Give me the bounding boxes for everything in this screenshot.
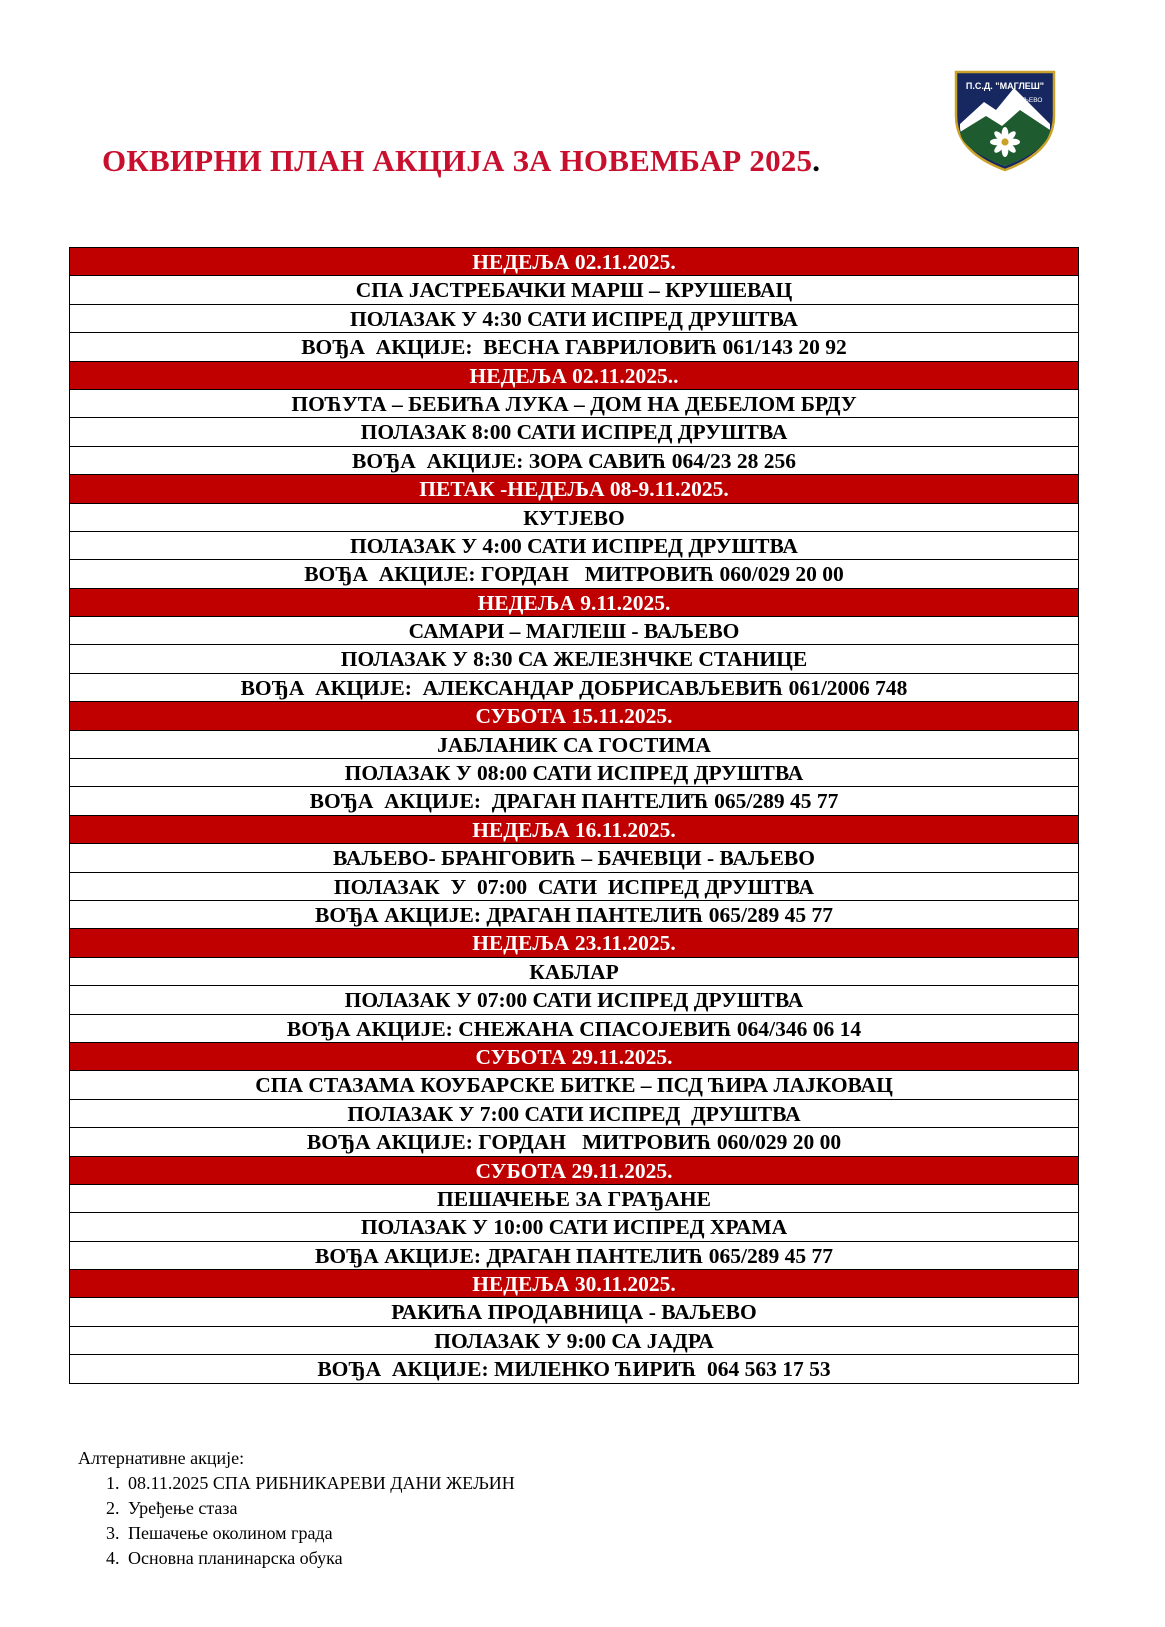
action-route: КУТЈЕВО bbox=[70, 504, 1078, 532]
action-schedule-table bbox=[69, 247, 1079, 1384]
title-period: . bbox=[812, 143, 821, 178]
action-date-header: СУБОТА 29.11.2025. bbox=[70, 1157, 1078, 1185]
action-date-header: НЕДЕЉА 23.11.2025. bbox=[70, 929, 1078, 957]
action-date-header: НЕДЕЉА 30.11.2025. bbox=[70, 1270, 1078, 1298]
action-leader: ВОЂА АКЦИЈЕ: ВЕСНА ГАВРИЛОВИЋ 061/143 20 92 bbox=[70, 333, 1078, 361]
action-departure: ПОЛАЗАК У 4:00 САТИ ИСПРЕД ДРУШТВА bbox=[70, 532, 1078, 560]
action-route: ПЕШАЧЕЊЕ ЗА ГРАЂАНЕ bbox=[70, 1185, 1078, 1213]
action-leader: ВОЂА АКЦИЈЕ: ДРАГАН ПАНТЕЛИЋ 065/289 45 77 bbox=[70, 901, 1078, 929]
club-logo bbox=[950, 66, 1060, 174]
action-departure: ПОЛАЗАК У 07:00 САТИ ИСПРЕД ДРУШТВА bbox=[70, 873, 1078, 901]
title-text: ОКВИРНИ ПЛАН АКЦИЈА ЗА НОВЕМБАР 2025 bbox=[102, 143, 813, 178]
action-route: КАБЛАР bbox=[70, 958, 1078, 986]
action-departure: ПОЛАЗАК У 8:30 СА ЖЕЛЕЗНЧКЕ СТАНИЦЕ bbox=[70, 645, 1078, 673]
action-leader: ВОЂА АКЦИЈЕ: ДРАГАН ПАНТЕЛИЋ 065/289 45 77 bbox=[70, 787, 1078, 815]
action-departure: ПОЛАЗАК У 07:00 САТИ ИСПРЕД ДРУШТВА bbox=[70, 986, 1078, 1014]
action-departure: ПОЛАЗАК 8:00 САТИ ИСПРЕД ДРУШТВА bbox=[70, 418, 1078, 446]
action-leader: ВОЂА АКЦИЈЕ: СНЕЖАНА СПАСОЈЕВИЋ 064/346 06 14 bbox=[70, 1015, 1078, 1043]
alternative-item: 1. 08.11.2025 СПА РИБНИКАРЕВИ ДАНИ ЖЕЉИН bbox=[124, 1471, 515, 1496]
action-date-header: НЕДЕЉА 02.11.2025.. bbox=[70, 362, 1078, 390]
action-route: СПА ЈАСТРЕБАЧКИ МАРШ – КРУШЕВАЦ bbox=[70, 276, 1078, 304]
alternative-item: 3. Пешачење околином града bbox=[124, 1521, 515, 1546]
action-route: ЈАБЛАНИК СА ГОСТИМА bbox=[70, 731, 1078, 759]
action-date-header: ПЕТАК -НЕДЕЉА 08-9.11.2025. bbox=[70, 475, 1078, 503]
action-leader: ВОЂА АКЦИЈЕ: ДРАГАН ПАНТЕЛИЋ 065/289 45 77 bbox=[70, 1242, 1078, 1270]
action-leader: ВОЂА АКЦИЈЕ: ГОРДАН МИТРОВИЋ 060/029 20 00 bbox=[70, 560, 1078, 588]
action-leader: ВОЂА АКЦИЈЕ: ЗОРА САВИЋ 064/23 28 256 bbox=[70, 447, 1078, 475]
alternative-actions bbox=[78, 1446, 515, 1571]
logo-text-city: ВАЉЕВО bbox=[1013, 97, 1043, 104]
action-route: САМАРИ – МАГЛЕШ - ВАЉЕВО bbox=[70, 617, 1078, 645]
action-departure: ПОЛАЗАК У 08:00 САТИ ИСПРЕД ДРУШТВА bbox=[70, 759, 1078, 787]
alternative-item: 2. Уређење стаза bbox=[124, 1496, 515, 1521]
action-leader: ВОЂА АКЦИЈЕ: ГОРДАН МИТРОВИЋ 060/029 20 00 bbox=[70, 1128, 1078, 1156]
action-leader: ВОЂА АКЦИЈЕ: АЛЕКСАНДАР ДОБРИСАВЉЕВИЋ 061/2006 748 bbox=[70, 674, 1078, 702]
logo-text-top: П.С.Д. "МАГЛЕШ" bbox=[965, 81, 1045, 91]
action-date-header: НЕДЕЉА 02.11.2025. bbox=[70, 248, 1078, 276]
page-title bbox=[102, 143, 820, 179]
alternatives-heading: Алтернативне акције: bbox=[78, 1448, 245, 1468]
action-leader: ВОЂА АКЦИЈЕ: МИЛЕНКО ЋИРИЋ 064 563 17 53 bbox=[70, 1355, 1078, 1383]
action-departure: ПОЛАЗАК У 9:00 СА ЈАДРА bbox=[70, 1327, 1078, 1355]
action-route: ВАЉЕВО- БРАНГОВИЋ – БАЧЕВЦИ - ВАЉЕВО bbox=[70, 844, 1078, 872]
action-date-header: НЕДЕЉА 9.11.2025. bbox=[70, 589, 1078, 617]
action-date-header: НЕДЕЉА 16.11.2025. bbox=[70, 816, 1078, 844]
alternatives-list bbox=[78, 1471, 515, 1571]
action-departure: ПОЛАЗАК У 4:30 САТИ ИСПРЕД ДРУШТВА bbox=[70, 305, 1078, 333]
action-route: ПОЋУТА – БЕБИЋА ЛУКА – ДОМ НА ДЕБЕЛОМ БРДУ bbox=[70, 390, 1078, 418]
action-route: РАКИЋА ПРОДАВНИЦА - ВАЉЕВО bbox=[70, 1298, 1078, 1326]
action-route: СПА СТАЗАМА КОУБАРСКЕ БИТКЕ – ПСД ЋИРА ЛАЈКОВАЦ bbox=[70, 1071, 1078, 1099]
action-departure: ПОЛАЗАК У 10:00 САТИ ИСПРЕД ХРАМА bbox=[70, 1213, 1078, 1241]
action-departure: ПОЛАЗАК У 7:00 САТИ ИСПРЕД ДРУШТВА bbox=[70, 1100, 1078, 1128]
alternative-item: 4. Основна планинарска обука bbox=[124, 1546, 515, 1571]
action-date-header: СУБОТА 29.11.2025. bbox=[70, 1043, 1078, 1071]
action-date-header: СУБОТА 15.11.2025. bbox=[70, 702, 1078, 730]
